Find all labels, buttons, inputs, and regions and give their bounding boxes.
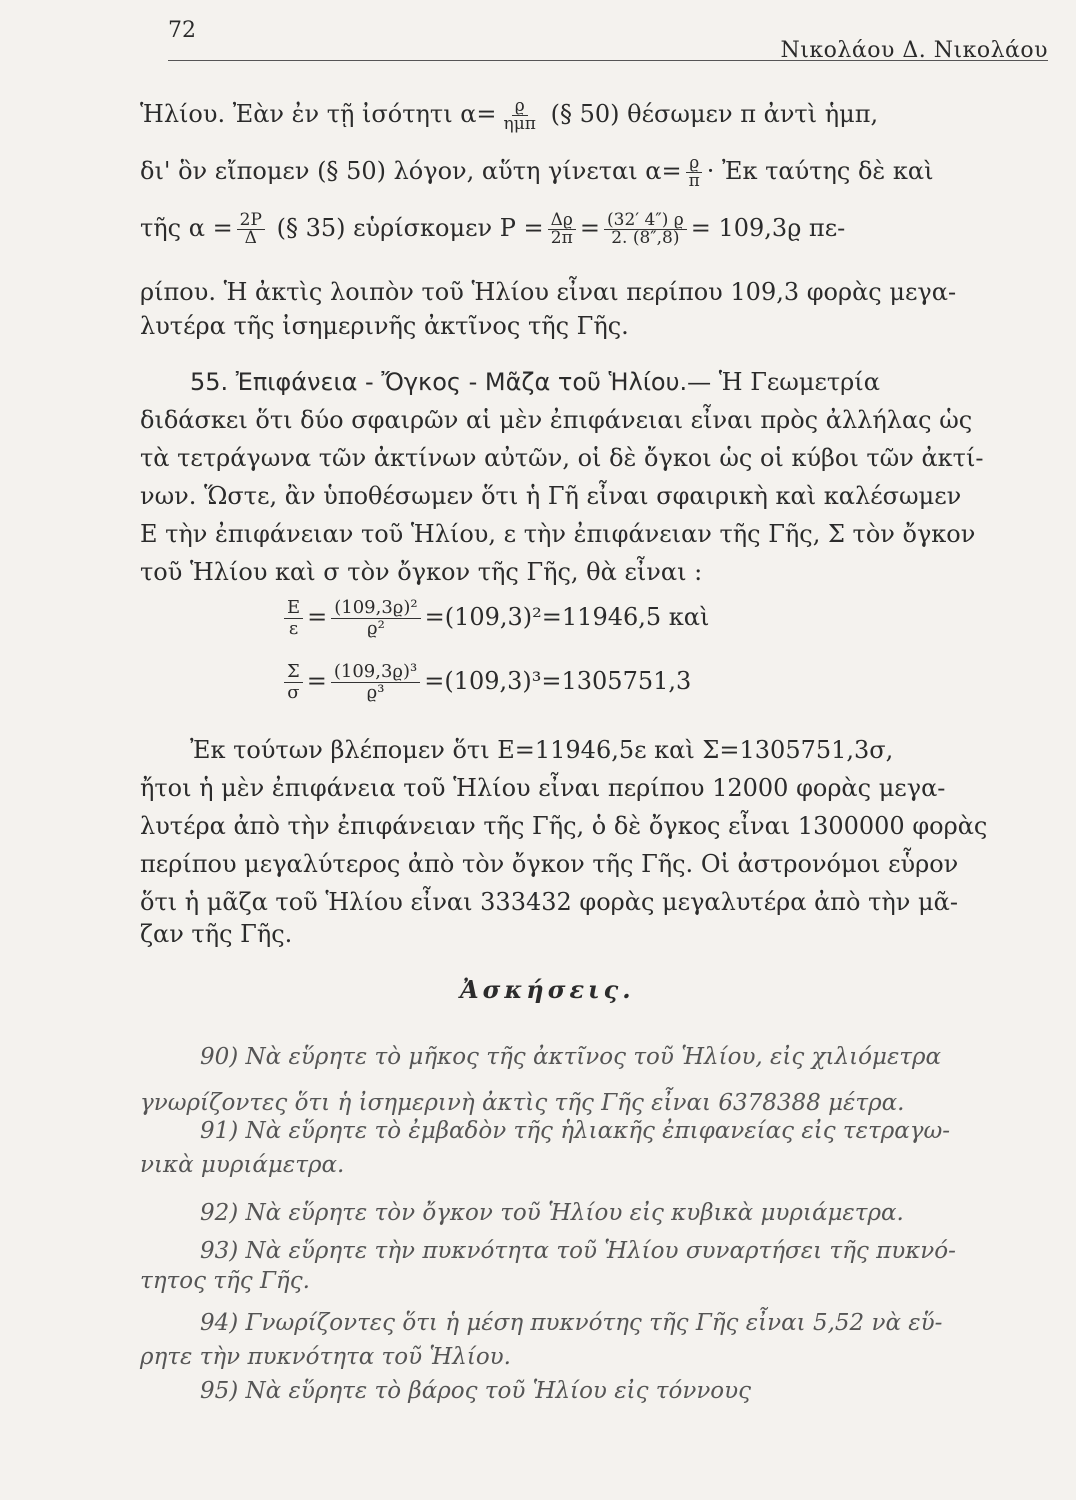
page-header bbox=[168, 18, 1048, 61]
equation-surface: $\frac{E}{\varepsilon}$ = $\frac{\text{(109,3ϱ)²}}{\text{ϱ²}}$ =(109,3)²=11946,5 καὶ bbox=[280, 598, 709, 639]
running-head: Νικολάου Δ. Νικολάου bbox=[780, 38, 1048, 63]
fraction: $\frac{ϱ}{\pi}$ bbox=[686, 155, 703, 190]
intro-line-1 bbox=[140, 98, 878, 133]
section-line-6: τοῦ Ἡλίου καὶ σ τὸν ὄγκον τῆς Γῆς, θὰ εἶναι : bbox=[140, 558, 703, 586]
exercise-90-line-2: γνωρίζοντες ὅτι ἡ ἰσημερινὴ ἀκτὶς τῆς Γῆς εἶναι 6378388 μέτρα. bbox=[140, 1090, 905, 1116]
fraction: $\frac{2P}{\Delta}$ bbox=[237, 212, 265, 247]
intro-text: δι' ὃν εἴπομεν (§ 50) λόγον, αὕτη γίνεται α= bbox=[140, 157, 682, 185]
fraction: $\frac{ϱ}{\text{ημπ}}$ bbox=[503, 96, 536, 134]
exercise-92-line-1: 92) Νὰ εὕρητε τὸν ὄγκον τοῦ Ἡλίου εἰς κυβικὰ μυριάμετρα. bbox=[200, 1200, 904, 1226]
intro-text: Ἡλίου. Ἐὰν ἐν τῇ ἰσότητι α= bbox=[140, 100, 497, 128]
exercise-91-line-1: 91) Νὰ εὕρητε τὸ ἐμβαδὸν τῆς ἡλιακῆς ἐπιφανείας εἰς τετραγω- bbox=[200, 1118, 951, 1144]
fraction: $\frac{(32' 4'') ϱ}{2. (8'',8)}$ bbox=[604, 212, 687, 247]
intro-line-2 bbox=[140, 155, 934, 190]
section-line-5: Ε τὴν ἐπιφάνειαν τοῦ Ἡλίου, ε τὴν ἐπιφάνειαν τῆς Γῆς, Σ τὸν ὄγκον bbox=[140, 520, 976, 548]
exercises-title: Ἀσκήσεις. bbox=[460, 975, 635, 1004]
conclusion-line-2: ἤτοι ἡ μὲν ἐπιφάνεια τοῦ Ἡλίου εἶναι περίπου 12000 φορὰς μεγα- bbox=[140, 774, 946, 802]
conclusion-line-6: ζαν τῆς Γῆς. bbox=[140, 920, 293, 948]
page-number: 72 bbox=[168, 18, 196, 43]
exercise-93-line-2: τητος τῆς Γῆς. bbox=[140, 1268, 310, 1294]
exercise-94-line-2: ρητε τὴν πυκνότητα τοῦ Ἡλίου. bbox=[140, 1344, 511, 1370]
exercise-95-line-1: 95) Νὰ εὕρητε τὸ βάρος τοῦ Ἡλίου εἰς τόννους bbox=[200, 1378, 752, 1404]
exercise-91-line-2: νικὰ μυριάμετρα. bbox=[140, 1152, 345, 1178]
intro-text: (§ 35) εὑρίσκομεν P = bbox=[276, 214, 544, 242]
intro-line-3 bbox=[140, 212, 845, 247]
intro-line-5: λυτέρα τῆς ἰσημερινῆς ἀκτῖνος τῆς Γῆς. bbox=[140, 312, 629, 340]
intro-text: = bbox=[579, 214, 601, 242]
exercise-93-line-1: 93) Νὰ εὕρητε τὴν πυκνότητα τοῦ Ἡλίου συναρτήσει τῆς πυκνό- bbox=[200, 1238, 956, 1264]
conclusion-line-3: λυτέρα ἀπὸ τὴν ἐπιφάνειαν τῆς Γῆς, ὁ δὲ ὄγκος εἶναι 1300000 φορὰς bbox=[140, 812, 988, 840]
exercise-94-line-1: 94) Γνωρίζοντες ὅτι ἡ μέση πυκνότης τῆς Γῆς εἶναι 5,52 νὰ εὕ- bbox=[200, 1310, 943, 1336]
intro-text: τῆς α = bbox=[140, 214, 233, 242]
equation-volume: $\frac{\Sigma}{\sigma}$ = $\frac{\text{(109,3ϱ)³}}{\text{ϱ³}}$ =(109,3)³=1305751,3 bbox=[280, 662, 691, 703]
fraction: $\frac{\text{(109,3ϱ)³}}{\text{ϱ³}}$ bbox=[331, 662, 420, 703]
section-first-line bbox=[190, 368, 880, 396]
section-text: — Ἡ Γεωμετρία bbox=[687, 368, 880, 396]
section-line-2: διδάσκει ὅτι δύο σφαιρῶν αἱ μὲν ἐπιφάνειαι εἶναι πρὸς ἀλλήλας ὡς bbox=[140, 406, 973, 434]
conclusion-line-1: Ἐκ τούτων βλέπομεν ὅτι Ε=11946,5ε καὶ Σ=1305751,3σ, bbox=[190, 736, 894, 764]
intro-line-4: ρίπου. Ἡ ἀκτὶς λοιπὸν τοῦ Ἡλίου εἶναι περίπου 109,3 φορὰς μεγα- bbox=[140, 278, 957, 306]
exercise-90-line-1: 90) Νὰ εὕρητε τὸ μῆκος τῆς ἀκτῖνος τοῦ Ἡλίου, εἰς χιλιόμετρα bbox=[200, 1044, 942, 1070]
fraction: $\frac{\text{(109,3ϱ)²}}{\text{ϱ²}}$ bbox=[331, 598, 420, 639]
intro-text: = 109,3ϱ πε- bbox=[690, 214, 846, 242]
fraction: $\frac{\Delta ϱ}{2\pi}$ bbox=[548, 212, 576, 247]
fraction: $\frac{\Sigma}{\sigma}$ bbox=[284, 662, 303, 703]
intro-text: · Ἐκ ταύτης δὲ καὶ bbox=[706, 157, 934, 185]
fraction: $\frac{E}{\varepsilon}$ bbox=[284, 598, 303, 639]
section-line-4: νων. Ὥστε, ἂν ὑποθέσωμεν ὅτι ἡ Γῆ εἶναι σφαιρικὴ καὶ καλέσωμεν bbox=[140, 482, 962, 510]
intro-text: (§ 50) θέσωμεν π ἀντὶ ἡμπ, bbox=[550, 100, 879, 128]
conclusion-line-4: περίπου μεγαλύτερος ἀπὸ τὸν ὄγκον τῆς Γῆς. Οἱ ἀστρονόμοι εὗρον bbox=[140, 850, 959, 878]
section-line-3: τὰ τετράγωνα τῶν ἀκτίνων αὐτῶν, οἱ δὲ ὄγκοι ὡς οἱ κύβοι τῶν ἀκτί- bbox=[140, 444, 984, 472]
conclusion-line-5: ὅτι ἡ μᾶζα τοῦ Ἡλίου εἶναι 333432 φορὰς μεγαλυτέρα ἀπὸ τὴν μᾶ- bbox=[140, 888, 958, 916]
section-heading: 55. Ἐπιφάνεια - Ὄγκος - Μᾶζα τοῦ Ἡλίου. bbox=[190, 368, 688, 396]
